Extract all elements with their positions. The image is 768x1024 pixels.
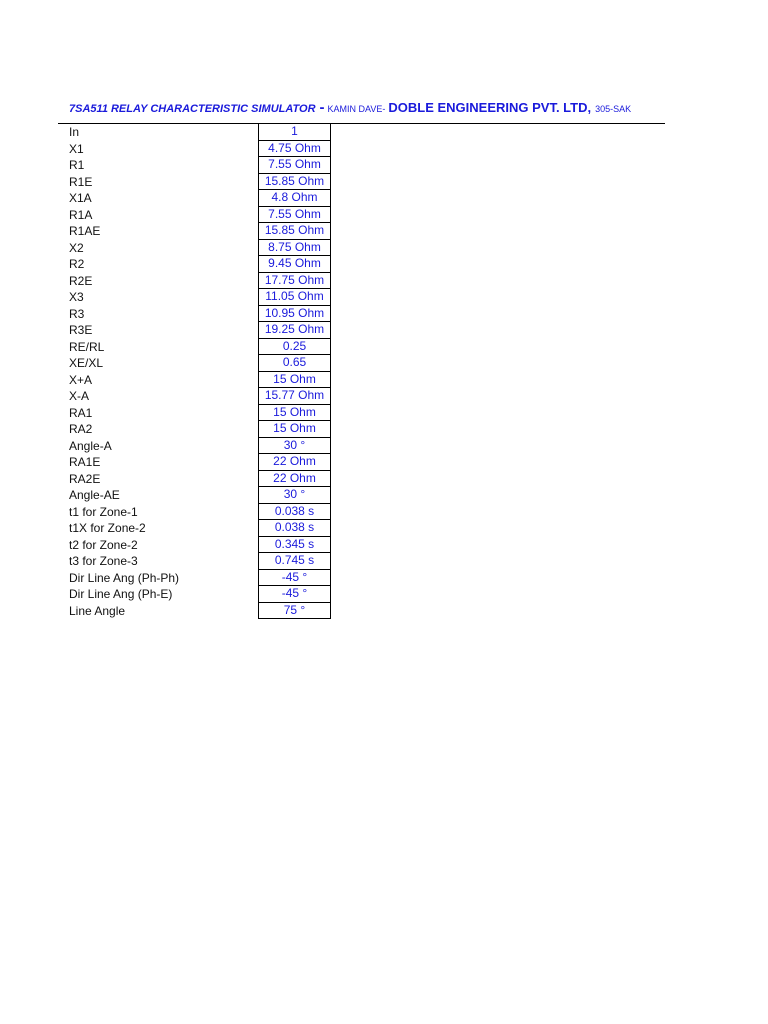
parameter-value-cell[interactable]: 8.75 Ohm (258, 240, 331, 257)
parameter-value-cell[interactable]: 7.55 Ohm (258, 157, 331, 174)
parameter-label: X2 (69, 240, 84, 255)
document-header (69, 98, 664, 118)
parameter-value-cell[interactable]: 15 Ohm (258, 405, 331, 422)
parameter-value-cell[interactable]: -45 ° (258, 570, 331, 587)
parameter-label: R1AE (69, 224, 101, 238)
parameter-label: Dir Line Ang (Ph-Ph) (69, 570, 180, 585)
parameter-label: t3 for Zone-3 (69, 554, 138, 568)
parameter-label: Dir Line Ang (Ph-E) (69, 587, 173, 601)
parameter-value-cell[interactable]: 75 ° (258, 603, 331, 620)
parameter-label: X+A (69, 372, 93, 387)
parameter-value-cell[interactable]: 30 ° (258, 438, 331, 455)
parameter-label: R1A (69, 207, 93, 222)
parameter-value-cell[interactable]: 17.75 Ohm (258, 273, 331, 290)
parameter-label: R2 (69, 257, 85, 271)
parameter-value-cell[interactable]: 4.8 Ohm (258, 190, 331, 207)
parameter-value-cell[interactable]: 0.65 (258, 355, 331, 372)
parameter-label: Angle-AE (69, 488, 120, 502)
parameter-value-cell[interactable]: 0.25 (258, 339, 331, 356)
parameter-label: R2E (69, 273, 93, 288)
parameter-label: R1E (69, 174, 93, 189)
parameter-label: R1 (69, 158, 85, 172)
parameter-value-cell[interactable]: 22 Ohm (258, 454, 331, 471)
parameter-label: In (69, 125, 80, 139)
parameter-label: XE/XL (69, 356, 104, 370)
header-separator: - (319, 99, 325, 116)
parameter-label: X-A (69, 389, 90, 403)
parameter-value-cell[interactable]: 9.45 Ohm (258, 256, 331, 273)
header-address: 305-SAK (595, 104, 632, 114)
parameter-value-cell[interactable]: 15 Ohm (258, 421, 331, 438)
parameter-label: RE/RL (69, 339, 105, 354)
parameter-value-cell[interactable]: 30 ° (258, 487, 331, 504)
parameter-label: X3 (69, 290, 84, 304)
header-divider (58, 123, 665, 124)
parameter-value-cell[interactable]: 4.75 Ohm (258, 141, 331, 158)
parameter-label: X1A (69, 191, 92, 205)
parameter-label: RA2E (69, 471, 101, 486)
parameter-value-cell[interactable]: -45 ° (258, 586, 331, 603)
parameter-value-cell[interactable]: 0.345 s (258, 537, 331, 554)
parameter-label: t1 for Zone-1 (69, 504, 138, 519)
parameter-value-cell[interactable]: 1 (258, 123, 331, 141)
parameter-value-cell[interactable]: 15.85 Ohm (258, 223, 331, 240)
parameter-value-cell[interactable]: 0.038 s (258, 520, 331, 537)
parameter-label: Line Angle (69, 603, 126, 618)
parameter-label: t1X for Zone-2 (69, 521, 146, 535)
parameter-value-cell[interactable]: 0.745 s (258, 553, 331, 570)
parameter-value-cell[interactable]: 15 Ohm (258, 372, 331, 389)
header-author: KAMIN DAVE- (327, 104, 386, 114)
parameter-label: t2 for Zone-2 (69, 537, 138, 552)
parameter-value-cell[interactable]: 0.038 s (258, 504, 331, 521)
parameter-label: X1 (69, 141, 84, 156)
header-company: DOBLE ENGINEERING PVT. LTD, (388, 100, 592, 115)
parameter-value-cell[interactable]: 15.85 Ohm (258, 174, 331, 191)
parameter-label: RA1 (69, 405, 93, 420)
parameter-label: Angle-A (69, 438, 112, 453)
parameter-label: R3E (69, 323, 93, 337)
parameter-label: RA2 (69, 422, 93, 436)
parameter-label: R3 (69, 306, 85, 321)
parameter-value-cell[interactable]: 10.95 Ohm (258, 306, 331, 323)
parameter-value-cell[interactable]: 7.55 Ohm (258, 207, 331, 224)
header-title: 7SA511 RELAY CHARACTERISTIC SIMULATOR (69, 103, 316, 115)
parameter-label: RA1E (69, 455, 101, 469)
parameter-value-cell[interactable]: 19.25 Ohm (258, 322, 331, 339)
parameter-value-cell[interactable]: 22 Ohm (258, 471, 331, 488)
parameter-value-cell[interactable]: 15.77 Ohm (258, 388, 331, 405)
parameter-value-cell[interactable]: 11.05 Ohm (258, 289, 331, 306)
